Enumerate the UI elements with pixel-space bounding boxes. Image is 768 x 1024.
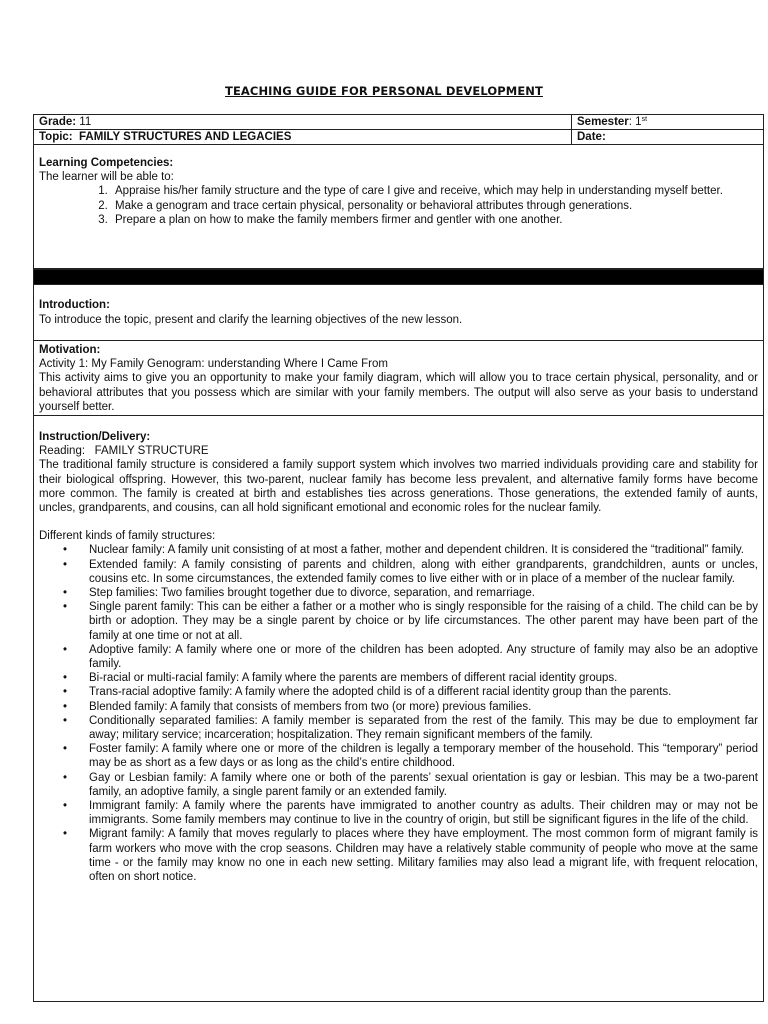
bullet-icon: • bbox=[63, 544, 68, 557]
competencies-section bbox=[33, 144, 764, 269]
bullet-icon: • bbox=[63, 700, 68, 713]
family-structures-list bbox=[39, 543, 758, 884]
topic-label: Topic: bbox=[39, 131, 73, 143]
motivation-activity: Activity 1: My Family Genogram: understanding Where I Came From bbox=[39, 358, 388, 371]
motivation-section bbox=[33, 340, 764, 416]
competency-item: 3. Prepare a plan on how to make the family members firmer and gentler with one another. bbox=[111, 213, 758, 227]
grade-label: Grade: bbox=[39, 116, 77, 128]
column-divider bbox=[571, 130, 572, 144]
bullet-icon: • bbox=[63, 771, 68, 784]
introduction-section bbox=[33, 284, 764, 341]
motivation-heading: Motivation: bbox=[39, 344, 101, 356]
bullet-icon: • bbox=[63, 558, 68, 571]
semester-cell bbox=[577, 116, 647, 128]
list-item: • Blended family: A family that consists of members from two (or more) previous families. bbox=[63, 700, 532, 713]
bullet-icon: • bbox=[63, 587, 68, 600]
semester-sup: st bbox=[641, 116, 648, 123]
bullet-icon: • bbox=[63, 800, 68, 813]
grade-cell bbox=[39, 116, 91, 128]
date-value: : bbox=[601, 131, 606, 143]
list-item: • Trans-racial adoptive family: A family where the adopted child is of a different racial identity group than the parents. bbox=[63, 686, 672, 699]
semester-value: : 1 bbox=[628, 116, 642, 128]
list-item: • Immigrant family: A family where the parents have immigrated to another country as adults. Their children may or may not be immigrants. Some family members may continue to live in the country of origin, but still be significant figures in the life of the child. bbox=[63, 800, 758, 827]
list-item: • Foster family: A family where one or more of the children is legally a temporary member of the household. This “temporary” period may be as short as a few days or as long as the child’s entire childhood. bbox=[63, 743, 758, 770]
list-item: • Nuclear family: A family unit consisting of at most a father, mother and dependent children. It is considered the “traditional” family. bbox=[63, 544, 744, 557]
grade-value: 11 bbox=[79, 116, 92, 128]
competency-item: 2. Make a genogram and trace certain physical, personality or behavioral attributes through generations. bbox=[111, 199, 758, 213]
bullet-icon: • bbox=[63, 643, 68, 656]
bullet-icon: • bbox=[63, 686, 68, 699]
section-divider-bar bbox=[33, 269, 764, 285]
instruction-heading: Instruction/Delivery: bbox=[39, 431, 151, 443]
column-divider bbox=[571, 115, 572, 130]
list-item: • Gay or Lesbian family: A family where one or both of the parents’ sexual orientation is gay or lesbian. This may be a two-parent family, an adoptive family, a single parent family or an extended family. bbox=[63, 771, 758, 798]
list-item: • Adoptive family: A family where one or more of the children has been adopted. Any structure of family may also be an adoptive family. bbox=[63, 643, 758, 671]
list-item: • Bi-racial or multi-racial family: A family where the parents are members of different racial identity groups. bbox=[63, 672, 618, 685]
header-row-grade bbox=[33, 114, 764, 130]
bullet-icon: • bbox=[63, 672, 68, 685]
bullet-icon: • bbox=[63, 601, 68, 614]
bullet-icon: • bbox=[63, 714, 68, 727]
reading-paragraph: The traditional family structure is considered a family support system which involves two married individuals providing care and stability for their biological offspring. However, this two-parent, nuclear family has become less prevalent, and alternative family forms have become more common. The family is created at birth and establishes ties across generations. Those generations, the extended family of aunts, uncles, grandparents, and cousins, can all hold significant emotional and economic roles for the nuclear family. bbox=[39, 459, 758, 515]
competencies-intro: The learner will be able to: bbox=[39, 171, 174, 184]
topic-value: FAMILY STRUCTURES AND LEGACIES bbox=[79, 131, 292, 143]
introduction-text: To introduce the topic, present and clarify the learning objectives of the new lesson. bbox=[39, 313, 463, 326]
topic-cell bbox=[39, 131, 291, 143]
competency-item: 1. Appraise his/her family structure and the type of care I give and receive, which may help in understanding myself better. bbox=[111, 184, 758, 198]
list-item: • Conditionally separated families: A family member is separated from the rest of the family. This may be due to employment far away; military service; incarceration; hospitalization. They remain significant members of the family. bbox=[63, 714, 758, 742]
list-item: • Single parent family: This can be either a father or a mother who is singly responsible for the raising of a child. The child can be by birth or adoption. They may be a single parent by choice or by life circumstances. The other parent may have been part of the family at one time or not at all. bbox=[63, 601, 758, 642]
kinds-heading: Different kinds of family structures: bbox=[39, 530, 216, 543]
introduction-heading: Introduction: bbox=[39, 299, 110, 311]
bullet-icon: • bbox=[63, 828, 68, 841]
list-item: • Step families: Two families brought together due to divorce, separation, and remarriage. bbox=[63, 587, 535, 600]
bullet-icon: • bbox=[63, 743, 68, 756]
header-row-topic bbox=[33, 129, 764, 145]
list-item: • Extended family: A family consisting of parents and children, along with either grandparents, grandchildren, aunts or uncles, cousins etc. In some circumstances, the extended family comes to live either with or in place of a member of the nuclear family. bbox=[63, 558, 758, 585]
date-label: Date bbox=[577, 131, 602, 143]
document-title: TEACHING GUIDE FOR PERSONAL DEVELOPMENT bbox=[225, 84, 543, 98]
competencies-list bbox=[39, 184, 758, 227]
reading-title: Reading: FAMILY STRUCTURE bbox=[39, 445, 209, 458]
date-cell bbox=[577, 131, 606, 143]
competencies-heading: Learning Competencies: bbox=[39, 157, 174, 169]
instruction-section bbox=[33, 415, 764, 1002]
motivation-text: This activity aims to give you an opportunity to make your family diagram, which will allow you to trace certain physical, personality, and or behavioral attributes that you possess which are similar with your family members. The output will also serve as your basis to understand yourself better. bbox=[39, 372, 758, 413]
list-item: • Migrant family: A family that moves regularly to places where they have employment. The most common form of migrant family is farm workers who move with the crop seasons. Children may have a relatively stable community of people who move at the same time - or the family may know no one in each new setting. Military families may also lead a migrant life, with frequent relocation, often on short notice. bbox=[63, 828, 758, 884]
semester-label: Semester bbox=[577, 116, 629, 128]
